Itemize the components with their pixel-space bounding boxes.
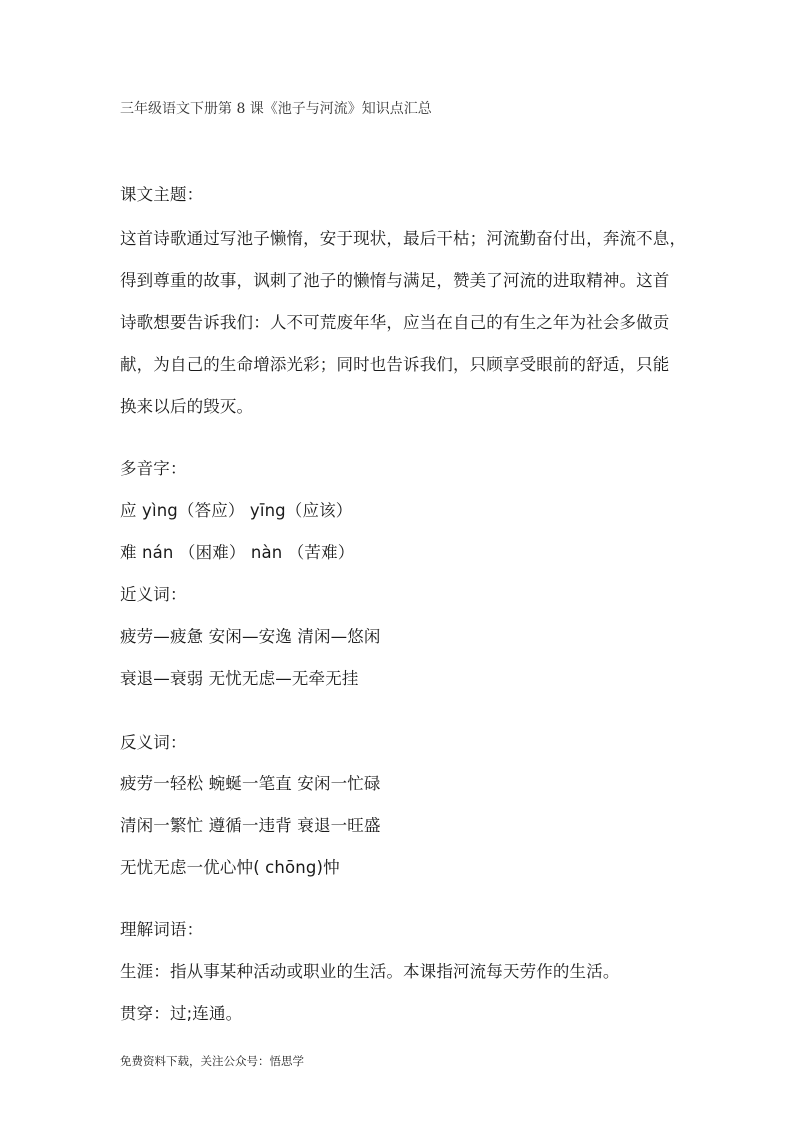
synonyms-line-2: 衰退—衰弱 无忧无虑—无牵无挂 [120, 669, 359, 688]
synonyms-heading: 近义词： [120, 585, 187, 604]
footer-note: 免费资料下载，关注公众号：悟思学 [120, 1054, 304, 1068]
polyphonic-line-2: 难 nán （困难） nàn （苦难） [120, 543, 355, 562]
document-title: 三年级语文下册第 8 课《池子与河流》知识点汇总 [120, 101, 432, 117]
theme-line-4: 献，为自己的生命增添光彩；同时也告诉我们，只顾享受眼前的舒适，只能 [120, 355, 670, 374]
vocabulary-line-2: 贯穿：过;连通。 [120, 1004, 243, 1023]
theme-line-5: 换来以后的毁灭。 [120, 397, 254, 416]
antonyms-heading: 反义词： [120, 733, 187, 752]
antonyms-line-2: 清闲一繁忙 遵循一违背 衰退一旺盛 [120, 816, 381, 835]
antonyms-line-1: 疲劳一轻松 蜿蜒一笔直 安闲一忙碌 [120, 774, 381, 793]
vocabulary-line-1: 生涯：指从事某种活动或职业的生活。本课指河流每天劳作的生活。 [120, 962, 620, 981]
polyphonic-heading: 多音字： [120, 459, 187, 478]
theme-line-1: 这首诗歌通过写池子懒惰，安于现状，最后干枯；河流勤奋付出，奔流不息， [120, 229, 687, 248]
synonyms-line-1: 疲劳—疲惫 安闲—安逸 清闲—悠闲 [120, 627, 381, 646]
theme-line-3: 诗歌想要告诉我们：人不可荒废年华，应当在自己的有生之年为社会多做贡 [120, 313, 670, 332]
antonyms-line-3: 无忧无虑一优心忡( chōng)忡 [120, 858, 340, 877]
theme-heading: 课文主题： [120, 185, 204, 204]
polyphonic-line-1: 应 yìng（答应） yīng（应该） [120, 501, 353, 520]
vocabulary-heading: 理解词语： [120, 920, 204, 939]
theme-line-2: 得到尊重的故事，讽刺了池子的懒惰与满足，赞美了河流的进取精神。这首 [120, 271, 670, 290]
